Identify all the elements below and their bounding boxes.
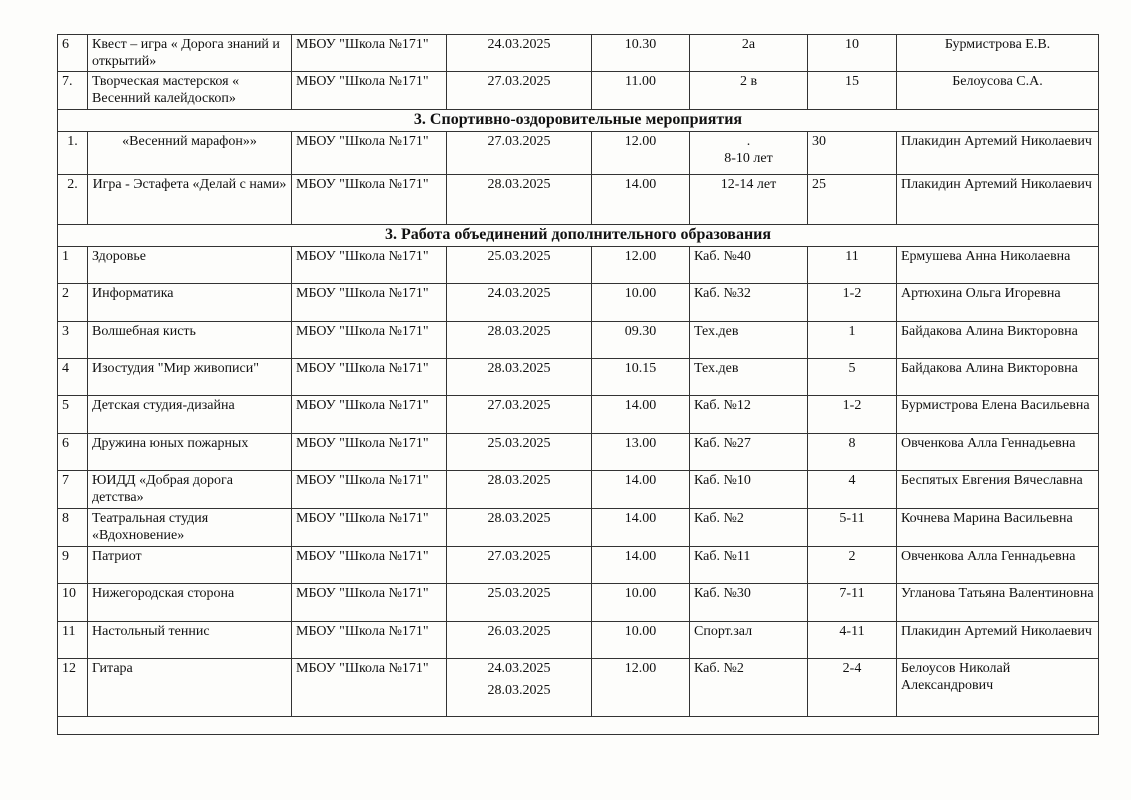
row-number: 1. [58, 132, 88, 175]
club-dates [447, 659, 592, 717]
table-row [58, 622, 1099, 659]
club-grade: 8 [808, 434, 897, 471]
row-number: 7. [58, 72, 88, 110]
club-grade: 11 [808, 247, 897, 284]
event-group: 12-14 лет [690, 175, 808, 225]
club-teacher: Байдакова Алина Викторовна [897, 322, 1099, 359]
club-teacher: Байдакова Алина Викторовна [897, 359, 1099, 396]
club-grade: 2-4 [808, 659, 897, 717]
event-group: 2а [690, 35, 808, 72]
club-time: 10.00 [592, 284, 690, 322]
club-room: Каб. №2 [690, 659, 808, 717]
club-teacher: Ермушева Анна Николаевна [897, 247, 1099, 284]
table-row [58, 471, 1099, 509]
club-date: 26.03.2025 [447, 622, 592, 659]
club-room: Тех.дев [690, 359, 808, 396]
club-place: МБОУ "Школа №171" [292, 471, 447, 509]
club-date: 24.03.2025 [447, 284, 592, 322]
club-teacher: Овченкова Алла Геннадьевна [897, 434, 1099, 471]
table-row [58, 284, 1099, 322]
club-room: Каб. №27 [690, 434, 808, 471]
event-date: 27.03.2025 [447, 72, 592, 110]
club-time: 14.00 [592, 547, 690, 584]
table-row [58, 247, 1099, 284]
event-group [690, 132, 808, 175]
club-teacher: Плакидин Артемий Николаевич [897, 622, 1099, 659]
table-row [58, 396, 1099, 434]
event-time: 14.00 [592, 175, 690, 225]
club-name: Информатика [88, 284, 292, 322]
club-grade: 1-2 [808, 284, 897, 322]
club-place: МБОУ "Школа №171" [292, 322, 447, 359]
event-name: Игра - Эстафета «Делай с нами» [88, 175, 292, 225]
club-place: МБОУ "Школа №171" [292, 509, 447, 547]
club-time: 10.00 [592, 622, 690, 659]
event-date: 28.03.2025 [447, 175, 592, 225]
club-name: Изостудия "Мир живописи" [88, 359, 292, 396]
club-teacher: Белоусов Николай Александрович [897, 659, 1099, 717]
table-row [58, 175, 1099, 225]
club-time: 14.00 [592, 471, 690, 509]
row-number: 7 [58, 471, 88, 509]
club-place: МБОУ "Школа №171" [292, 547, 447, 584]
row-number: 3 [58, 322, 88, 359]
event-responsible: Плакидин Артемий Николаевич [897, 132, 1099, 175]
club-grade: 5 [808, 359, 897, 396]
event-responsible: Белоусова С.А. [897, 72, 1099, 110]
event-date: 27.03.2025 [447, 132, 592, 175]
empty-row [58, 717, 1099, 735]
row-number: 12 [58, 659, 88, 717]
club-grade: 1 [808, 322, 897, 359]
club-grade: 5-11 [808, 509, 897, 547]
club-name: ЮИДД «Добрая дорога детства» [88, 471, 292, 509]
club-date: 28.03.2025 [447, 359, 592, 396]
event-date: 24.03.2025 [447, 35, 592, 72]
club-place: МБОУ "Школа №171" [292, 622, 447, 659]
club-date: 28.03.2025 [447, 322, 592, 359]
club-place: МБОУ "Школа №171" [292, 434, 447, 471]
club-grade: 2 [808, 547, 897, 584]
club-room: Каб. №40 [690, 247, 808, 284]
club-time: 12.00 [592, 247, 690, 284]
events-table [57, 34, 1099, 735]
group-age: 8-10 лет [724, 151, 773, 166]
row-number: 4 [58, 359, 88, 396]
event-place: МБОУ "Школа №171" [292, 175, 447, 225]
club-date-second: 28.03.2025 [487, 683, 551, 698]
table-row [58, 659, 1099, 717]
club-time: 10.00 [592, 584, 690, 622]
club-name: Гитара [88, 659, 292, 717]
row-number: 1 [58, 247, 88, 284]
club-date: 24.03.2025 [487, 661, 551, 676]
club-grade: 7-11 [808, 584, 897, 622]
club-name: Здоровье [88, 247, 292, 284]
club-room: Тех.дев [690, 322, 808, 359]
event-place: МБОУ "Школа №171" [292, 35, 447, 72]
club-name: Волшебная кисть [88, 322, 292, 359]
row-number: 6 [58, 35, 88, 72]
club-date: 25.03.2025 [447, 584, 592, 622]
row-number: 2. [58, 175, 88, 225]
club-place: МБОУ "Школа №171" [292, 396, 447, 434]
table-row [58, 547, 1099, 584]
club-name: Детская студия-дизайна [88, 396, 292, 434]
section-title-sport: 3. Спортивно-оздоровительные мероприятия [58, 110, 1099, 132]
club-time: 10.15 [592, 359, 690, 396]
club-place: МБОУ "Школа №171" [292, 284, 447, 322]
club-teacher: Овченкова Алла Геннадьевна [897, 547, 1099, 584]
club-room: Каб. №2 [690, 509, 808, 547]
event-place: МБОУ "Школа №171" [292, 132, 447, 175]
event-count: 15 [808, 72, 897, 110]
club-name: Дружина юных пожарных [88, 434, 292, 471]
table-row [58, 434, 1099, 471]
club-teacher: Бурмистрова Елена Васильевна [897, 396, 1099, 434]
club-place: МБОУ "Школа №171" [292, 247, 447, 284]
club-date: 25.03.2025 [447, 434, 592, 471]
event-count: 10 [808, 35, 897, 72]
row-number: 2 [58, 284, 88, 322]
section-header-row [58, 110, 1099, 132]
table-row [58, 132, 1099, 175]
event-name: «Весенний марафон»» [88, 132, 292, 175]
club-date: 28.03.2025 [447, 509, 592, 547]
club-teacher: Артюхина Ольга Игоревна [897, 284, 1099, 322]
section-header-row [58, 225, 1099, 247]
club-date: 27.03.2025 [447, 547, 592, 584]
table-row [58, 584, 1099, 622]
club-grade: 1-2 [808, 396, 897, 434]
section-title-additional-education: 3. Работа объединений дополнительного образования [58, 225, 1099, 247]
club-room: Каб. №10 [690, 471, 808, 509]
event-time: 11.00 [592, 72, 690, 110]
club-time: 13.00 [592, 434, 690, 471]
event-name: Квест – игра « Дорога знаний и открытий» [88, 35, 292, 72]
club-teacher: Угланова Татьяна Валентиновна [897, 584, 1099, 622]
club-teacher: Кочнева Марина Васильевна [897, 509, 1099, 547]
club-place: МБОУ "Школа №171" [292, 659, 447, 717]
event-time: 10.30 [592, 35, 690, 72]
row-number: 10 [58, 584, 88, 622]
club-name: Театральная студия «Вдохновение» [88, 509, 292, 547]
club-date: 27.03.2025 [447, 396, 592, 434]
club-place: МБОУ "Школа №171" [292, 359, 447, 396]
group-dot: . [746, 134, 751, 149]
club-room: Каб. №11 [690, 547, 808, 584]
event-count: 25 [808, 175, 897, 225]
club-name: Нижегородская сторона [88, 584, 292, 622]
club-name: Настольный теннис [88, 622, 292, 659]
event-responsible: Бурмистрова Е.В. [897, 35, 1099, 72]
event-count: 30 [808, 132, 897, 175]
row-number: 9 [58, 547, 88, 584]
club-time: 09.30 [592, 322, 690, 359]
event-name: Творческая мастерскоя « Весенний калейдоскоп» [88, 72, 292, 110]
table-row [58, 509, 1099, 547]
table-row [58, 35, 1099, 72]
row-number: 8 [58, 509, 88, 547]
club-time: 12.00 [592, 659, 690, 717]
club-name: Патриот [88, 547, 292, 584]
event-responsible: Плакидин Артемий Николаевич [897, 175, 1099, 225]
event-group: 2 в [690, 72, 808, 110]
table-row [58, 359, 1099, 396]
club-date: 28.03.2025 [447, 471, 592, 509]
club-time: 14.00 [592, 509, 690, 547]
empty-cell [58, 717, 1099, 735]
row-number: 5 [58, 396, 88, 434]
club-date: 25.03.2025 [447, 247, 592, 284]
event-time: 12.00 [592, 132, 690, 175]
club-grade: 4-11 [808, 622, 897, 659]
table-row [58, 322, 1099, 359]
club-room: Каб. №12 [690, 396, 808, 434]
event-place: МБОУ "Школа №171" [292, 72, 447, 110]
club-teacher: Беспятых Евгения Вячеславна [897, 471, 1099, 509]
row-number: 11 [58, 622, 88, 659]
club-room: Каб. №30 [690, 584, 808, 622]
club-place: МБОУ "Школа №171" [292, 584, 447, 622]
club-room: Спорт.зал [690, 622, 808, 659]
club-grade: 4 [808, 471, 897, 509]
club-time: 14.00 [592, 396, 690, 434]
row-number: 6 [58, 434, 88, 471]
club-room: Каб. №32 [690, 284, 808, 322]
table-row [58, 72, 1099, 110]
